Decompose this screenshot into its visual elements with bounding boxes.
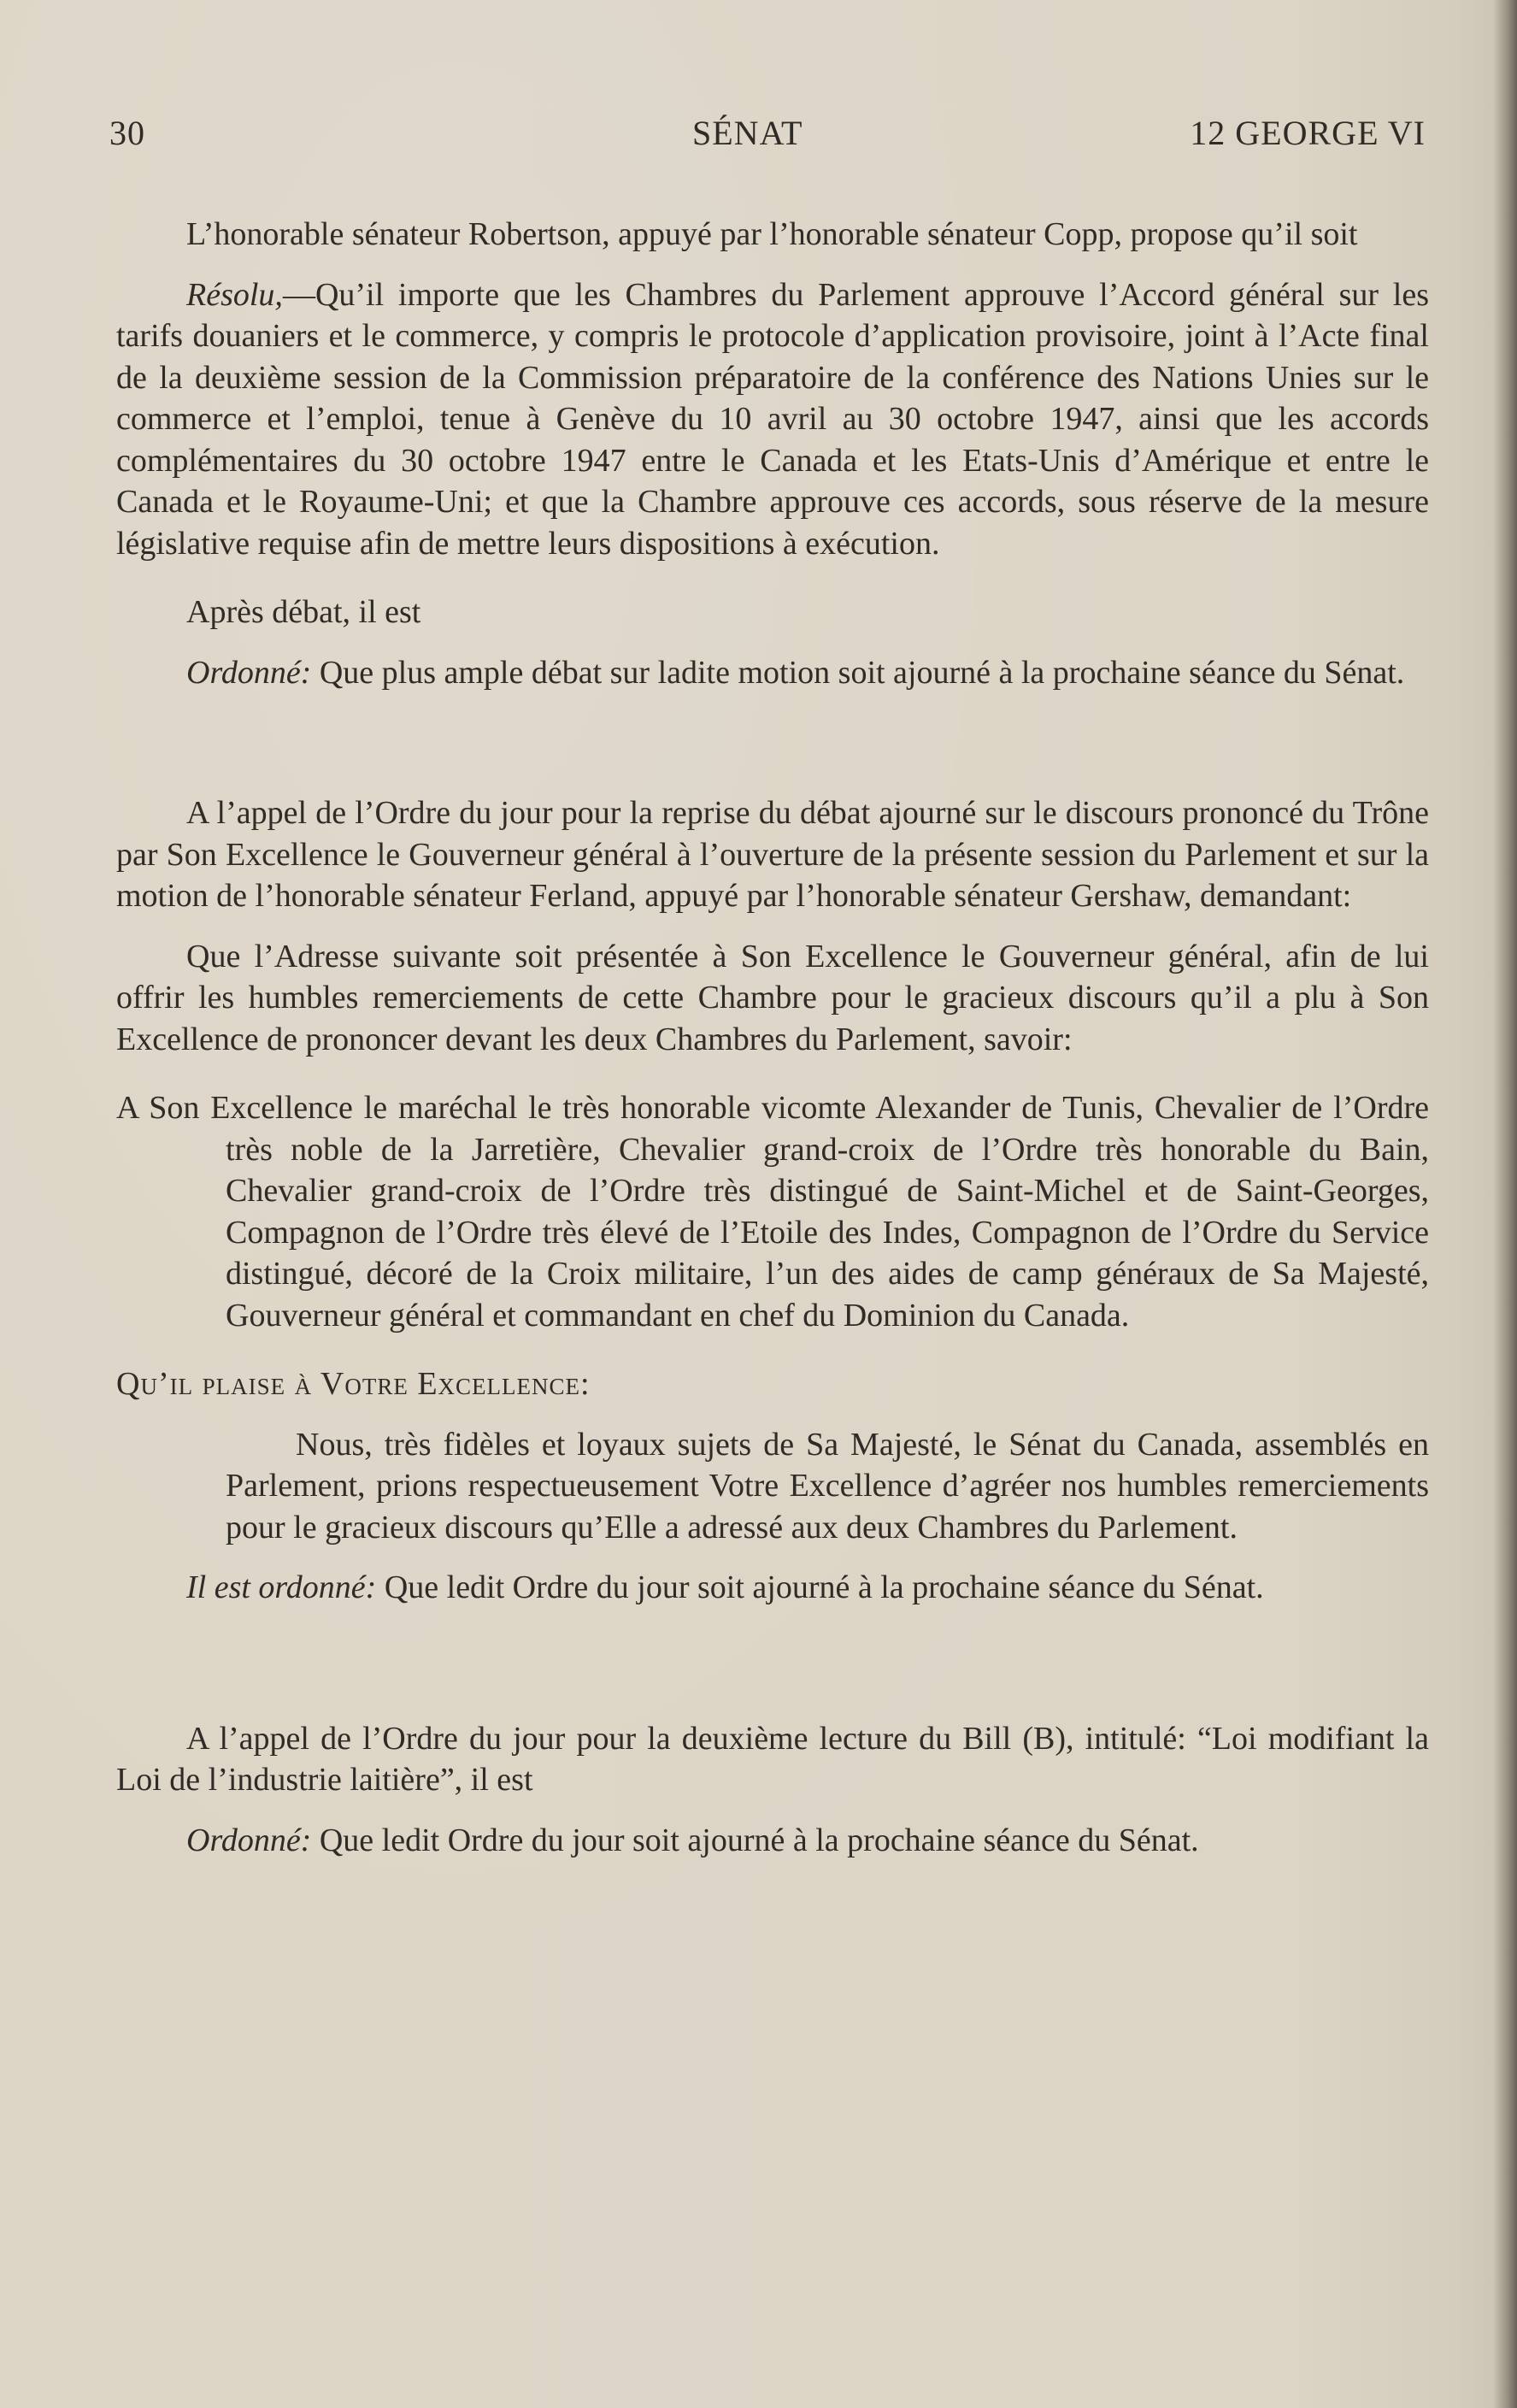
resolu-label: Résolu,: [186, 276, 283, 313]
ordonne-text-1: Que plus ample débat sur ladite motion soit ajourné à la prochaine séance du Sénat.: [311, 654, 1405, 691]
ordonne-text-3: Que ledit Ordre du jour soit ajourné à la prochaine séance du Sénat.: [311, 1822, 1199, 1858]
ordonne-paragraph-1: [116, 652, 1429, 694]
ordonne-paragraph-3: [116, 1820, 1429, 1862]
resolu-paragraph: [116, 274, 1429, 565]
robertson-motion-intro: L’honorable sénateur Robertson, appuyé par l’honorable sénateur Copp, propose qu’il soit: [186, 216, 1358, 252]
bill-b-intro: A l’appel de l’Ordre du jour pour la deuxième lecture du Bill (B), intitulé: “Loi modifiant la Loi de l’industrie laitière”, il est: [116, 1720, 1429, 1798]
page-body: [116, 214, 1429, 1861]
ordonne-label-3: Ordonné:: [186, 1822, 312, 1858]
il-est-ordonne-label: Il est ordonné:: [186, 1569, 377, 1605]
qu-il-plaise-heading: Qu’il plaise à Votre Excellence:: [116, 1366, 591, 1402]
nous-paragraph: Nous, très fidèles et loyaux sujets de Sa Majesté, le Sénat du Canada, assemblés en Parlement, prions respectueusement Votre Excellence d’agréer nos humbles remerciements pour le gracieux discours qu’Elle a adressé aux deux Chambres du Parlement.: [226, 1426, 1429, 1545]
header-title: SÉNAT: [692, 114, 803, 152]
apres-debat-line: Après débat, il est: [186, 594, 421, 630]
ordonne-label-1: Ordonné:: [186, 654, 312, 691]
header-regnal-year: 12 GEORGE VI: [1190, 114, 1426, 152]
page-edge-shadow: [1493, 0, 1517, 2408]
adresse-intro: A l’appel de l’Ordre du jour pour la reprise du débat ajourné sur le discours prononcé du Trône par Son Excellence le Gouverneur général à l’ouverture de la présente session du Parlement et sur la motion de l’honorable sénateur Ferland, appuyé par l’honorable sénateur Gershaw, demandant:: [116, 795, 1429, 914]
resolu-text: —Qu’il importe que les Chambres du Parlement approuve l’Accord général sur les tarifs douaniers et le commerce, y compris le protocole d’application provisoire, joint à l’Acte final de la deuxième session de la Commission préparatoire de la conférence des Nations Unies sur le commerce et l’emploi, tenue à Genève du 10 avril au 30 octobre 1947, ainsi que les accords complémentaires du 30 octobre 1947 entre le Canada et les Etats-Unis d’Amérique et entre le Canada et le Royaume-Uni; et que la Chambre approuve ces accords, sous réserve de la mesure législative requise afin de mettre leurs dispositions à exécution.: [116, 276, 1429, 562]
adresse-que-paragraph: Que l’Adresse suivante soit présentée à Son Excellence le Gouverneur général, afin de lui offrir les humbles remerciements de cette Chambre pour le gracieux discours qu’il a plu à Son Excellence de prononcer devant les deux Chambres du Parlement, savoir:: [116, 938, 1429, 1057]
page-number: 30: [109, 114, 145, 152]
a-son-excellence-paragraph: A Son Excellence le maréchal le très honorable vicomte Alexander de Tunis, Chevalier de l’Ordre très noble de la Jarretière, Chevalier grand-croix de l’Ordre très honorable du Bain, Chevalier grand-croix de l’Ordre très distingué de Saint-Michel et de Saint-Georges, Compagnon de l’Ordre très élevé de l’Etoile des Indes, Compagnon de l’Ordre du Service distingué, décoré de la Croix militaire, l’un des aides de camp généraux de Sa Majesté, Gouverneur général et commandant en chef du Dominion du Canada.: [116, 1090, 1429, 1334]
il-est-ordonne-text: Que ledit Ordre du jour soit ajourné à la prochaine séance du Sénat.: [376, 1569, 1264, 1605]
running-header: [109, 113, 1426, 156]
il-est-ordonne-paragraph: [116, 1567, 1429, 1609]
